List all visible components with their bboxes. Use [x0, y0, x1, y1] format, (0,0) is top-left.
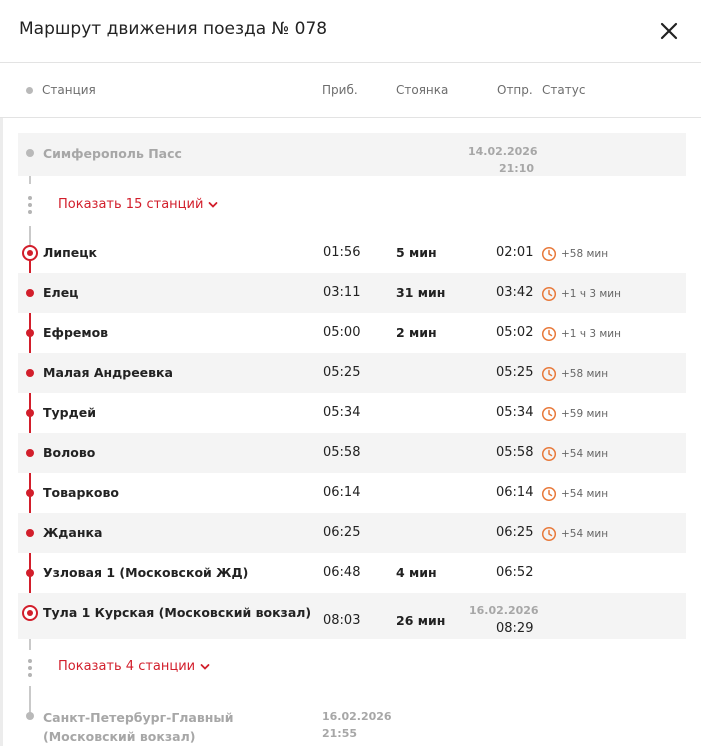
- column-station: Станция: [42, 83, 96, 97]
- departure-time: 05:25: [496, 365, 534, 380]
- table-row: [18, 473, 686, 513]
- stop-duration: 4 мин: [396, 565, 437, 580]
- station-name: Елец: [43, 285, 79, 300]
- show-stations-top-button[interactable]: [58, 197, 218, 212]
- stop-duration: 31 мин: [396, 285, 446, 300]
- clock-icon: [541, 406, 557, 422]
- chevron-down-icon: [208, 201, 218, 209]
- stop-duration: 26 мин: [396, 613, 446, 628]
- arrival-time: 01:56: [323, 245, 361, 260]
- clock-icon: [541, 446, 557, 462]
- arrival-time: 05:58: [323, 445, 361, 460]
- table-row: [18, 393, 686, 433]
- station-name: Узловая 1 (Московской ЖД): [43, 565, 249, 580]
- arrival-time: 05:00: [323, 325, 361, 340]
- station-dot-icon: [26, 529, 34, 537]
- clock-icon: [541, 326, 557, 342]
- table-row: [18, 313, 686, 353]
- column-departure: Отпр.: [497, 83, 533, 97]
- departure-time: 06:14: [496, 485, 534, 500]
- station-dot-icon: [26, 289, 34, 297]
- show-stations-bottom-button[interactable]: [58, 659, 210, 674]
- destination-arrival-date: 16.02.2026: [322, 710, 392, 723]
- dots-icon: [28, 196, 32, 217]
- close-button[interactable]: [656, 18, 682, 44]
- station-dot-icon: [26, 329, 34, 337]
- clock-icon: [541, 526, 557, 542]
- clock-icon: [541, 486, 557, 502]
- status-text: +54 мин: [561, 488, 609, 500]
- departure-time: 02:01: [496, 245, 534, 260]
- station-name: Товарково: [43, 485, 119, 500]
- arrival-time: 03:11: [323, 285, 361, 300]
- arrival-time: 06:48: [323, 565, 361, 580]
- departure-time: 06:25: [496, 525, 534, 540]
- column-headers: [0, 64, 701, 118]
- departure-time: 06:52: [496, 565, 534, 580]
- arrival-time: 08:03: [323, 613, 361, 628]
- station-name: Малая Андреевка: [43, 365, 173, 380]
- arrival-time: 06:14: [323, 485, 361, 500]
- station-dot-icon: [26, 489, 34, 497]
- dialog-header: [0, 0, 701, 63]
- major-station-icon: [22, 245, 38, 261]
- clock-icon: [541, 366, 557, 382]
- major-station-icon: [22, 605, 38, 621]
- station-dot-icon: [26, 449, 34, 457]
- station-name: Турдей: [43, 405, 96, 420]
- departure-time: 08:29: [496, 621, 534, 636]
- table-row: [18, 553, 686, 593]
- arrival-time: 05:34: [323, 405, 361, 420]
- departure-time: 05:58: [496, 445, 534, 460]
- column-status: Статус: [542, 83, 586, 97]
- table-row: [18, 233, 686, 273]
- show-stations-bottom-label: Показать 4 станции: [58, 659, 196, 674]
- arrival-time: 06:25: [323, 525, 361, 540]
- status-text: +59 мин: [561, 408, 609, 420]
- close-icon: [656, 18, 682, 44]
- arrival-time: 05:25: [323, 365, 361, 380]
- station-name: Липецк: [43, 245, 98, 260]
- table-row: [18, 433, 686, 473]
- column-stop: Стоянка: [396, 83, 449, 97]
- table-row: [18, 513, 686, 553]
- station-dot-icon: [26, 149, 34, 157]
- origin-departure-time: 21:10: [498, 162, 534, 175]
- station-name: Волово: [43, 445, 96, 460]
- station-name: Ефремов: [43, 325, 109, 340]
- status-text: +58 мин: [561, 248, 609, 260]
- status-text: +54 мин: [561, 528, 609, 540]
- stop-duration: 5 мин: [396, 245, 437, 260]
- station-dot-icon: [26, 409, 34, 417]
- destination-station-name: Санкт-Петербург-Главный (Московский вокзал): [43, 710, 234, 744]
- departure-time: 05:02: [496, 325, 534, 340]
- departure-date: 16.02.2026: [469, 604, 539, 617]
- destination-arrival-time: 21:55: [322, 727, 358, 740]
- table-row: [18, 593, 686, 639]
- dots-icon: [28, 659, 32, 680]
- stop-duration: 2 мин: [396, 325, 437, 340]
- status-text: +54 мин: [561, 448, 609, 460]
- table-row: [18, 353, 686, 393]
- station-dot-icon: [26, 569, 34, 577]
- station-name: Жданка: [43, 525, 103, 540]
- departure-time: 03:42: [496, 285, 534, 300]
- origin-station-name: Симферополь Пасс: [43, 146, 182, 161]
- status-text: +58 мин: [561, 368, 609, 380]
- origin-departure-date: 14.02.2026: [468, 145, 538, 158]
- status-text: +1 ч 3 мин: [561, 328, 621, 340]
- clock-icon: [541, 246, 557, 262]
- station-dot-icon: [26, 712, 34, 720]
- clock-icon: [541, 286, 557, 302]
- scroll-edge: [0, 118, 3, 746]
- show-stations-top-label: Показать 15 станций: [58, 197, 204, 212]
- column-arrival: Приб.: [322, 83, 358, 97]
- table-row: [18, 273, 686, 313]
- dialog-title: Маршрут движения поезда № 078: [19, 19, 328, 39]
- chevron-down-icon: [200, 663, 210, 671]
- departure-time: 05:34: [496, 405, 534, 420]
- station-dot-icon: [26, 369, 34, 377]
- station-name: Тула 1 Курская (Московский вокзал): [43, 605, 312, 620]
- status-text: +1 ч 3 мин: [561, 288, 621, 300]
- station-dot-icon: [26, 87, 33, 94]
